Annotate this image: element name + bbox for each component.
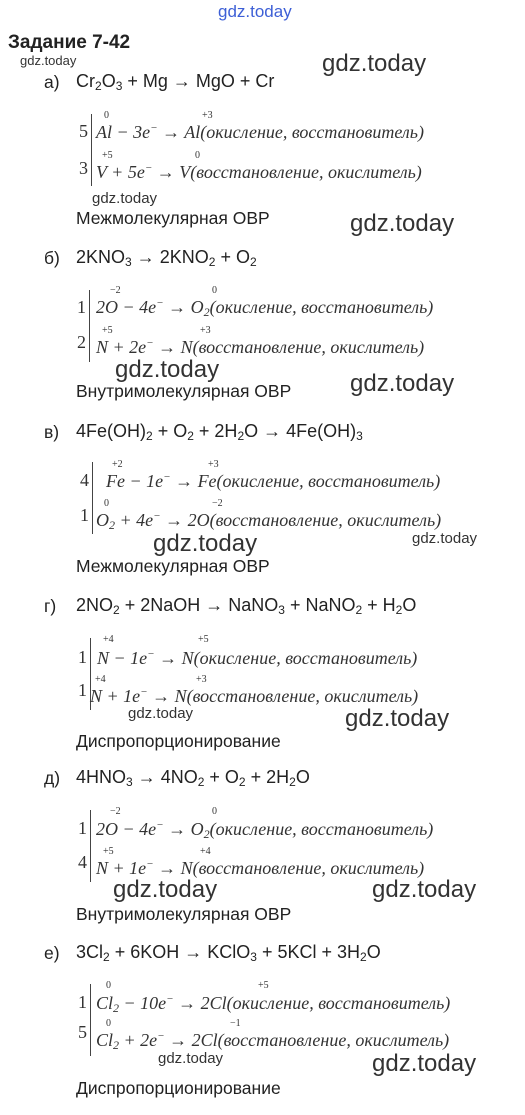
oxidation-state: +4 (200, 846, 211, 857)
coefficient: 1 (78, 647, 87, 667)
oxidation-state: 0 (104, 498, 109, 509)
oxidation-state: 0 (106, 980, 111, 991)
oxidation-state: 0 (195, 150, 200, 161)
oxidation-state: +3 (200, 325, 211, 336)
watermark: gdz.today (153, 530, 258, 557)
oxidation-state: −2 (110, 285, 121, 296)
coefficient: 1 (78, 992, 87, 1012)
task-label: б) (44, 248, 60, 268)
oxidation-state: +5 (198, 634, 209, 645)
reaction-type: Диспропорционирование (76, 731, 281, 751)
oxidation-state: +4 (103, 634, 114, 645)
watermark: gdz.today (115, 356, 220, 383)
oxidation-state: 0 (212, 806, 217, 817)
coefficient: 5 (78, 1022, 87, 1042)
balance-bar (89, 290, 90, 362)
oxidation-state: −2 (212, 498, 223, 509)
coefficient: 4 (80, 470, 89, 490)
balance-bar (90, 810, 91, 882)
reaction-type: Внутримолекулярная ОВР (76, 381, 292, 401)
reaction-type: Внутримолекулярная ОВР (76, 904, 292, 924)
coefficient: 4 (78, 852, 87, 872)
task-label: в) (44, 422, 60, 442)
oxidation-state: +3 (208, 459, 219, 470)
coefficient: 1 (80, 505, 89, 525)
oxidation-state: +5 (102, 150, 113, 161)
watermark: gdz.today (158, 1050, 224, 1067)
task-equation: $Cr_2O_3 + Mg$ → MgO + Cr (76, 71, 275, 93)
reaction-type: Межмолекулярная ОВР (76, 208, 270, 228)
half-reaction: $Cl_2 - 10e^-$ → 2Cl(окисление, восстановитель) (96, 993, 451, 1015)
oxidation-state: +4 (95, 674, 106, 685)
half-reaction: $O_2 + 4e^-$ → 2O(восстановление, окислитель) (96, 510, 442, 532)
watermark: gdz.today (20, 53, 77, 68)
task-equation: $4HNO_3 \to 4NO_2 + O_2 + 2H_2O$ (76, 767, 310, 789)
reaction-type: Диспропорционирование (76, 1078, 281, 1098)
balance-bar (91, 114, 92, 186)
watermark: gdz.today (128, 705, 194, 722)
half-reaction: N + 1e− → N(восстановление, окислитель) (90, 686, 419, 706)
task-equation: $4Fe(OH)_2 + O_2 + 2H_2O \to 4Fe(OH)_3$ (76, 421, 363, 443)
half-reaction: $2O - 4e^- \to O_2(окисление$, восстановитель) (96, 819, 434, 841)
coefficient: 1 (77, 297, 86, 317)
oxidation-state: 0 (212, 285, 217, 296)
watermark: gdz.today (92, 190, 158, 207)
task-equation: $2KNO_3 \to 2KNO_2 + O_2$ (76, 247, 257, 269)
task-label: д) (44, 768, 61, 788)
half-reaction: Fe − 1e− → Fe(окисление, восстановитель) (106, 471, 441, 491)
coefficient: 2 (77, 332, 86, 352)
task-label: г) (44, 596, 57, 616)
balance-bar (92, 462, 93, 534)
watermark: gdz.today (350, 370, 455, 397)
task-equation: $3Cl_2 + 6KOH$ → KClO$_3$ + $5KCl + 3H_2O$ (76, 942, 381, 964)
watermark: gdz.today (322, 50, 427, 77)
coefficient: 5 (79, 121, 88, 141)
half-reaction: $2O - 4e^- \to O_2(окисление$, восстановитель) (96, 297, 434, 319)
oxidation-state: 0 (104, 110, 109, 121)
reaction-type: Межмолекулярная ОВР (76, 556, 270, 576)
watermark: gdz.today (372, 1050, 477, 1077)
task-label: е) (44, 943, 60, 963)
oxidation-state: +5 (103, 846, 114, 857)
half-reaction: V + 5e− → V(восстановление, окислитель) (96, 162, 422, 182)
coefficient: 1 (78, 818, 87, 838)
task-label: а) (44, 72, 60, 92)
oxidation-state: +2 (112, 459, 123, 470)
oxidation-state: +5 (102, 325, 113, 336)
oxidation-state: −2 (110, 806, 121, 817)
oxidation-state: −1 (230, 1018, 241, 1029)
oxidation-state: +5 (258, 980, 269, 991)
balance-bar (90, 984, 91, 1056)
oxidation-state: +3 (202, 110, 213, 121)
half-reaction: N + 1e− → N(восстановление, окислитель) (96, 858, 425, 878)
half-reaction: Al − 3e− → Al(окисление, восстановитель) (96, 122, 424, 142)
watermark: gdz.today (412, 530, 478, 547)
oxidation-state: 0 (106, 1018, 111, 1029)
watermark: gdz.today (345, 705, 450, 732)
half-reaction: $Cl_2 + 2e^-$ → 2Cl(восстановление, окислитель) (96, 1030, 450, 1052)
oxidation-state: +3 (196, 674, 207, 685)
page-title: Задание 7-42 (8, 32, 131, 53)
watermark-top: gdz.today (218, 2, 292, 21)
coefficient: 1 (78, 680, 87, 700)
coefficient: 3 (79, 158, 88, 178)
half-reaction: N + 2e− → N(восстановление, окислитель) (96, 337, 425, 357)
watermark: gdz.today (113, 876, 218, 903)
watermark: gdz.today (350, 210, 455, 237)
task-equation: $2NO_2$ + 2NaOH → NaNO$_3$ + NaNO$_2$ + $H_2O$ (76, 595, 417, 617)
watermark: gdz.today (372, 876, 477, 903)
half-reaction: N − 1e− → N(окисление, восстановитель) (97, 648, 418, 668)
